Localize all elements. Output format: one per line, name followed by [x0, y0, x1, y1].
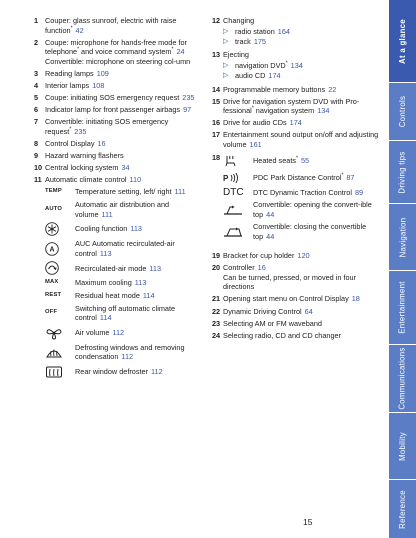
page-ref[interactable]: 134 [290, 60, 303, 70]
page-ref[interactable]: 111 [101, 209, 113, 219]
item-text: Selecting radio, CD and CD changer [223, 330, 342, 340]
item-number: 11 [34, 175, 42, 185]
item-number: 5 [34, 93, 39, 103]
item-text: Drive for audio CDs [223, 118, 287, 128]
climate-sub-item [45, 326, 204, 340]
footnote-mark: * [251, 105, 254, 112]
page-ref[interactable]: 34 [121, 163, 130, 173]
item-number: 22 [212, 306, 221, 316]
sub-text: DTC Dynamic Traction Control [253, 187, 352, 197]
item-text: Ejecting [223, 50, 249, 60]
page-ref[interactable]: 235 [182, 93, 195, 103]
recirc-icon [45, 261, 75, 275]
list-item [212, 331, 382, 341]
item-extra: Convertible: microphone on steering col-umn [45, 56, 191, 66]
heated-seat-icon [223, 154, 253, 168]
page-ref[interactable]: 16 [257, 263, 266, 273]
rest-icon: REST [45, 291, 62, 298]
page-ref[interactable]: 114 [142, 290, 155, 300]
item-text: Automatic climate control [45, 175, 127, 185]
item-number: 3 [34, 68, 39, 78]
tab-communications[interactable] [389, 345, 416, 412]
climate-sub-item [45, 200, 204, 219]
item-text: Convertible: initiating SOS emergency request [45, 117, 169, 136]
page-ref[interactable]: 44 [266, 209, 275, 219]
item-text: Opening start menu on Control Display [223, 294, 349, 304]
list-item [212, 85, 382, 95]
list-item [34, 175, 204, 185]
list-item [34, 69, 204, 79]
sub-text: navigation DVD [235, 60, 286, 70]
list-item [34, 105, 204, 115]
climate-sub-item [45, 261, 204, 275]
item-text: Coupe: microphone for hands-free mode for telephone [45, 37, 187, 57]
page-ref[interactable]: 112 [112, 327, 125, 337]
page-ref[interactable]: 134 [317, 106, 330, 116]
item-text: Hazard warning flashers [45, 151, 124, 161]
page-ref[interactable]: 164 [277, 26, 290, 36]
sub-entry [223, 222, 382, 241]
footnote-mark: * [77, 46, 80, 53]
footnote-mark: * [341, 172, 344, 179]
tab-mobility[interactable] [389, 413, 416, 479]
item-text: Reading lamps [45, 68, 94, 78]
page-ref[interactable]: 89 [354, 187, 364, 197]
list-item [212, 307, 382, 317]
tab-label: At a glance [398, 18, 407, 64]
list-item [34, 81, 204, 91]
triangle-icon: ▷ [223, 72, 229, 80]
sub-text: Recirculated-air mode [75, 263, 147, 273]
sub-text: Residual heat mode [75, 290, 140, 300]
sub-entry [223, 71, 382, 81]
item-text: Interior lamps [45, 81, 90, 91]
list-item [212, 153, 382, 245]
sub-entry [223, 188, 382, 198]
item-text: and voice command system [79, 47, 172, 57]
page-ref[interactable]: 55 [300, 155, 310, 165]
page-number: 15 [303, 517, 313, 527]
roof-close-icon [223, 226, 253, 238]
tab-label: Driving tips [398, 150, 408, 194]
list-item [212, 50, 382, 82]
page-ref[interactable]: 16 [97, 139, 106, 149]
list-item [212, 97, 382, 116]
item-number: 13 [212, 50, 221, 60]
climate-control-list [45, 187, 204, 379]
tab-label: Entertainment [398, 281, 408, 334]
item-text: Programmable memory buttons [223, 84, 326, 94]
item-number: 20 [212, 263, 221, 273]
item-text: navigation system [253, 106, 315, 116]
page-ref[interactable]: 174 [289, 118, 302, 128]
item-number: 17 [212, 130, 221, 140]
triangle-icon: ▷ [223, 38, 229, 46]
list-item [212, 319, 382, 329]
tab-label: Reference [398, 489, 407, 529]
page-ref[interactable]: 113 [149, 263, 162, 273]
item-text: Control Display [45, 139, 95, 149]
section-sidebar [389, 0, 416, 538]
sub-text: Automatic air distribution and volume [75, 200, 170, 219]
item-text: Indicator lamp for front passenger airbags [45, 105, 181, 115]
tab-label: Controls [398, 95, 407, 128]
item-number: 1 [34, 16, 39, 25]
list-item [34, 16, 204, 35]
max-cooling-icon: MAX [45, 279, 59, 286]
page-ref[interactable]: 22 [328, 84, 337, 94]
tab-at-a-glance[interactable] [389, 0, 416, 82]
item-text: Couper: glass sunroof, electric with raise function [45, 16, 177, 35]
item-text: Bracket for cup holder [223, 251, 295, 261]
tab-controls[interactable] [389, 83, 416, 140]
item-text: Coupe: initiating SOS emergency request [45, 93, 180, 103]
sub-text: Cooling function [75, 224, 128, 234]
fan-icon [45, 326, 75, 340]
climate-sub-item [45, 187, 204, 197]
auc-icon [45, 242, 75, 256]
sub-text: Temperature setting, left/ right [75, 187, 172, 197]
climate-sub-item [45, 365, 204, 379]
rear-defrost-icon [45, 365, 75, 379]
triangle-icon: ▷ [223, 61, 229, 69]
item-number: 9 [34, 151, 39, 161]
page-ref[interactable]: 108 [92, 81, 105, 91]
page-ref[interactable]: 18 [351, 294, 360, 304]
sub-entry [223, 37, 382, 47]
sub-text: Air volume [75, 327, 110, 337]
page-ref[interactable]: 174 [268, 71, 281, 81]
item-text: Entertainment sound output on/off and adjusting volume [223, 130, 379, 150]
climate-sub-item [45, 222, 204, 236]
climate-sub-item [45, 291, 204, 301]
footnote-mark: * [70, 25, 73, 32]
climate-sub-item [45, 239, 204, 258]
item-text: Central locking system [45, 163, 119, 173]
svg-text:P: P [223, 173, 229, 183]
list-item [34, 117, 204, 136]
triangle-icon: ▷ [223, 27, 229, 35]
footnote-mark: * [171, 46, 174, 53]
sub-text: Maximum cooling [75, 278, 132, 288]
item-number: 12 [212, 16, 221, 25]
temp-icon: TEMP [45, 188, 62, 195]
left-column [34, 16, 204, 382]
dtc-icon: DTC [223, 186, 244, 198]
page-ref[interactable]: 42 [75, 25, 84, 35]
sub-text: PDC Park Distance Control [253, 172, 342, 182]
list-item [34, 139, 204, 149]
page-ref[interactable]: 24 [176, 47, 185, 57]
tab-entertainment[interactable] [389, 271, 416, 344]
sub-text: Switching off automatic climate control [75, 303, 176, 323]
page-ref[interactable]: 97 [183, 105, 192, 115]
page-ref[interactable]: 112 [121, 352, 134, 362]
sub-text: audio CD [235, 71, 266, 81]
list-item [34, 93, 204, 103]
sub-text: Convertible: opening the convert-ible top [253, 200, 372, 219]
item-number: 4 [34, 81, 39, 91]
pdc-icon [223, 171, 253, 185]
item-number: 16 [212, 118, 221, 128]
sub-text: Heated seats [253, 155, 296, 165]
list-item [34, 38, 204, 67]
climate-sub-item [45, 304, 204, 323]
auto-icon: AUTO [45, 205, 63, 212]
page-ref[interactable]: 87 [346, 172, 355, 182]
page-ref[interactable]: 113 [134, 278, 147, 288]
page-ref[interactable]: 114 [99, 313, 112, 323]
page-ref[interactable]: 161 [249, 140, 262, 150]
sub-entry [223, 61, 382, 71]
list-item [212, 130, 382, 149]
sub-entry [223, 171, 382, 185]
sub-text: Defrosting windows and removing condensation [75, 342, 185, 362]
list-item [212, 118, 382, 128]
item-number: 7 [34, 117, 39, 127]
item-text: Selecting AM or FM waveband [223, 318, 322, 328]
sub-entry [223, 200, 382, 219]
list-item [212, 251, 382, 261]
tab-reference[interactable] [389, 480, 416, 538]
page-ref[interactable]: 110 [129, 175, 142, 185]
item-number: 15 [212, 96, 221, 106]
roof-open-icon [223, 204, 253, 216]
item-text: Controller [223, 263, 255, 273]
tab-label: Communications [398, 347, 408, 410]
list-item [212, 263, 382, 292]
sub-text: radio station [235, 26, 275, 36]
climate-sub-item [45, 343, 204, 362]
sub-entry [223, 27, 382, 37]
tab-driving-tips[interactable] [389, 141, 416, 203]
item-number: 6 [34, 105, 39, 115]
page-ref[interactable]: 120 [297, 251, 310, 261]
footnote-mark: * [285, 60, 288, 67]
item-text: Changing [223, 16, 255, 25]
item-number: 8 [34, 139, 39, 149]
list-item [212, 294, 382, 304]
item-extra: Can be turned, pressed, or moved in four directions [223, 272, 357, 292]
list-item [34, 151, 204, 161]
page-ref[interactable]: 175 [253, 37, 266, 47]
right-column [212, 16, 382, 343]
tab-label: Mobility [398, 431, 407, 461]
svg-text:A: A [49, 246, 55, 254]
tab-navigation[interactable] [389, 204, 416, 270]
page-ref[interactable]: 113 [130, 224, 142, 234]
off-icon: OFF [45, 309, 58, 316]
page-ref[interactable]: 109 [96, 68, 109, 78]
item-number: 19 [212, 251, 221, 261]
page-ref[interactable]: 111 [174, 187, 186, 197]
item-text: Dynamic Driving Control [223, 306, 302, 316]
page-ref[interactable]: 113 [99, 248, 112, 258]
sub-text: AUC Automatic recirculated-air control [75, 239, 175, 258]
defrost-icon [45, 345, 75, 359]
sub-text: track [235, 37, 251, 47]
item-number: 10 [34, 163, 43, 173]
sub-text: Rear window defroster [75, 367, 149, 377]
snowflake-icon [45, 222, 75, 236]
sub-entry [223, 154, 382, 168]
page-ref[interactable]: 235 [74, 126, 87, 136]
item-number: 23 [212, 318, 221, 328]
item-number: 24 [212, 330, 221, 340]
sub-text: Convertible: closing the convertible top [253, 222, 367, 241]
climate-sub-item [45, 278, 204, 288]
list-item [34, 163, 204, 173]
item-number: 18 [212, 152, 221, 162]
footnote-mark: * [69, 126, 72, 133]
page-ref[interactable]: 112 [151, 367, 163, 377]
page-ref[interactable]: 44 [266, 232, 275, 241]
item-number: 14 [212, 84, 221, 94]
item-text: Drive for navigation system DVD with Pro-fessional [223, 96, 360, 116]
item-number: 21 [212, 294, 221, 304]
tab-label: Navigation [398, 217, 407, 257]
page-ref[interactable]: 64 [304, 306, 313, 316]
item-number: 2 [34, 37, 39, 47]
list-item [212, 16, 382, 48]
footnote-mark: * [296, 155, 298, 162]
